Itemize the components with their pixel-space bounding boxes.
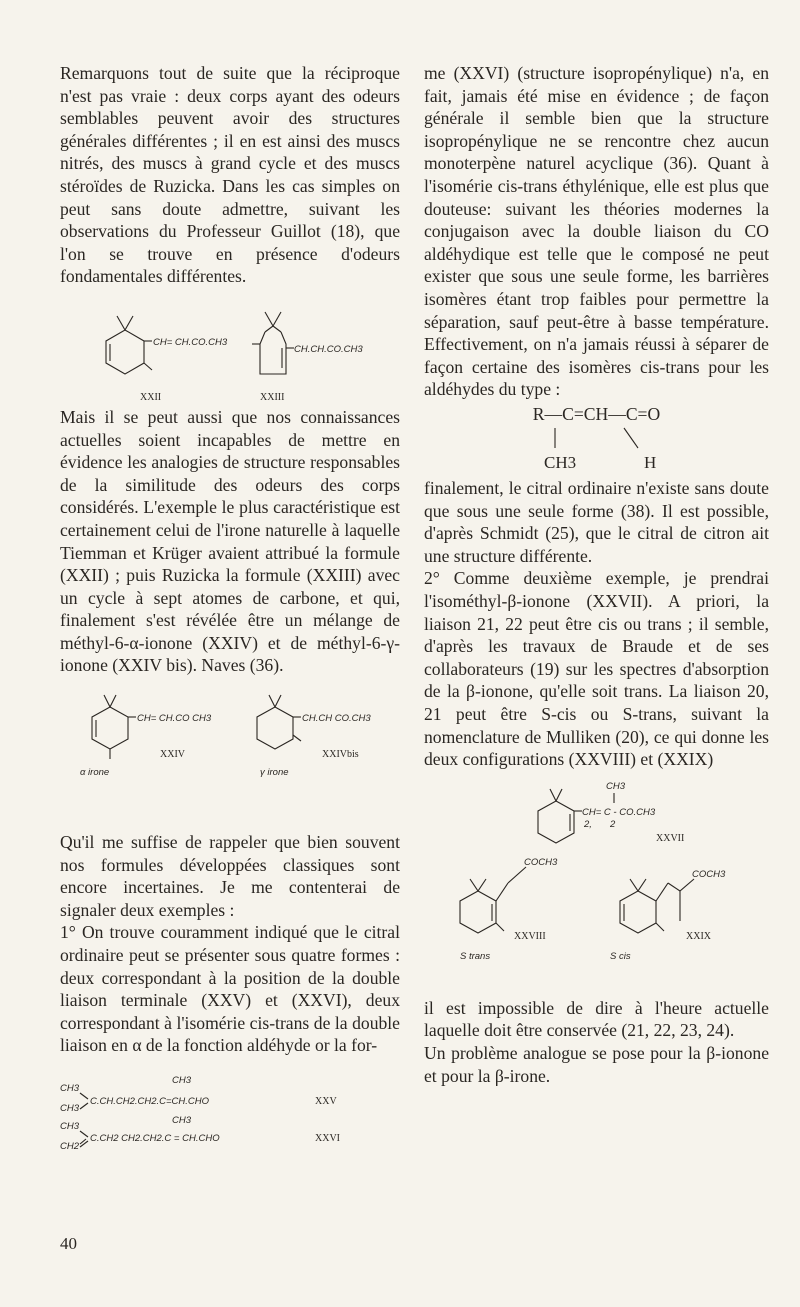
right-paragraph-4: il est impossible de dire à l'heure actuelle laquelle doit être conservée (21, 22, 23, 24). [424,997,769,1041]
citral-xxv-chain: C.CH.CH2.CH2.C=CH.CHO [90,1096,210,1107]
left-paragraph-3: Qu'il me suffise de rappeler que bien souvent nos formules développées classiques sont encore incertaines. Je me contenterai de signaler deux exemples : [60,832,400,920]
structures-citral [60,1071,400,1151]
structures-xxii-xxiii [60,288,400,406]
xxviii-coch3: COCH3 [524,856,558,868]
label-xxix: XXIX [686,930,711,942]
citral-xxvi-ch3-branch: CH3 [172,1115,192,1126]
left-column [60,62,400,1151]
aldehyde-formula [424,403,769,477]
label-xxvi: XXVI [315,1133,340,1144]
right-column [424,62,769,1087]
ring-xxivbis [257,707,293,749]
name-alpha-irone: α irone [80,767,110,779]
xxvii-pos-a: 2, [584,818,592,830]
left-paragraph-4: 1° On trouve couramment indiqué que le citral ordinaire peut se présenter sous quatre formes : deux correspondant à la position de la double liaison terminale (XXV) et (XXVI), deux correspondant à l'isomérie cis-trans de la double liaison en α de la fonction aldéhyde or la for- [60,922,400,1056]
structures-xxvii-xxix [424,771,769,997]
figure-citral [60,1071,400,1151]
aldehyde-formula-main: R—C=CH—C=O [532,403,661,424]
chain-xxiv: CH= CH.CO CH3 [137,713,212,725]
xxvii-ch3: CH3 [606,780,626,792]
citral-xxvi-ch3-top: CH3 [60,1121,80,1132]
label-xxv: XXV [315,1096,337,1107]
xxvii-chain: CH= C - CO.CH3 [582,806,656,818]
label-xxiii: XXIII [260,391,285,403]
name-s-cis: S cis [610,950,631,962]
label-xxviii: XXVIII [514,930,546,942]
ring-xxviii [460,891,496,933]
label-xxiv: XXIV [160,749,185,761]
name-gamma-irone: γ irone [260,767,289,779]
figure-xxii-xxiii [60,288,400,406]
formula-h: H [644,452,657,472]
citral-xxv-ch3-branch: CH3 [172,1075,192,1086]
figure-xxvii-xxix [424,771,769,997]
right-paragraph-1: me (XXVI) (structure isopropénylique) n'a, en fait, jamais été mise en évidence ; de façon générale il semble bien que la structure isopropénylique ne se rencontre chez aucun monoterpène naturel acyclique (36). Quant à l'isomérie cis-trans éthylénique, elle est plus que douteuse: suivant les théories modernes la conjugaison avec la double liaison du CO aldéhydique est telle que le composé ne peut exister que sous une seule forme, les barrières isomères étant trop faibles pour permettre la séparation, sauf peut-être à basse température. Effectivement, on n'a jamais réussi à séparer de façon certaine des isomères cis-trans pour les aldéhydes du type : [424,63,769,400]
left-paragraph-1: Remarquons tout de suite que la réciproque n'est pas vraie : deux corps ayant des odeurs semblables peuvent avoir des structures générales différentes ; il en est ainsi des muscs nitrés, des muscs à grand cycle et des muscs stéroïdes de Ruzicka. Dans les cas simples on peut sans doute admettre, suivant les observations du Professeur Guillot (18), que l'on se trouve en présence d'odeurs fondamentales différentes. [60,63,400,287]
chain-xxivbis: CH.CH CO.CH3 [302,713,371,725]
left-paragraph-2: Mais il se peut aussi que nos connaissances actuelles soient incapables de mettre en évidence les analogies de structure responsables de la similitude des odeurs des corps considérés. L'exemple le plus caractéristique est certainement celui de l'irone naturelle à laquelle Tiemman et Krüger avaient attribué la formule (XXII) ; puis Ruzicka la formule (XXIII) avec un cycle à sept atomes de carbone, et qui, finalement s'est révélée être un mélange de méthyl-6-α-ionone (XXIV) et de méthyl-6-γ-ionone (XXIV bis). Naves (36). [60,406,400,676]
page-number: 40 [60,1234,77,1253]
label-xxvii: XXVII [656,832,685,844]
ring-xxvii [538,801,574,843]
right-paragraph-3: 2° Comme deuxième exemple, je prendrai l'isométhyl-β-ionone (XXVII). A priori, la liaison 21, 22 peut être cis ou trans ; il semble, d'après les travaux de Braude et de ses collaborateurs (19) sur les spectres d'absorption de la β-ionone, qu'elle soit trans. La liaison 20, 21 peut être S-cis ou S-trans, suivant la nomenclature de Mulliken (20), ce qui donne les deux configurations (XXVIII) et (XXIX) [424,568,769,770]
figure-xxiv [60,677,400,801]
ring-xxii [106,330,144,374]
xxix-coch3: COCH3 [692,868,726,880]
label-xxii: XXII [140,391,162,403]
name-s-trans: S trans [460,950,491,962]
citral-xxvi-ch2-bottom: CH2 [60,1141,80,1151]
xxvii-pos-b: 2 [610,818,616,830]
structures-xxiv [60,677,400,801]
right-paragraph-2: finalement, le citral ordinaire n'existe sans doute que sous une seule forme (38). Il est possible, d'après Schmidt (25), que le citral de citron ait une structure différente. [424,478,769,566]
citral-xxv-ch3-top: CH3 [60,1083,80,1094]
citral-xxv-ch3-bottom: CH3 [60,1103,80,1114]
citral-xxvi-chain: C.CH2 CH2.CH2.C = CH.CHO [90,1133,220,1144]
right-paragraph-5: Un problème analogue se pose pour la β-ionone et pour la β-irone. [424,1043,769,1086]
aldehyde-formula-branches [424,426,769,472]
ring-xxiv [92,707,128,749]
ring-xxix [620,891,656,933]
formula-ch3: CH3 [544,452,577,472]
chain-xxiii: CH.CH.CO.CH3 [294,343,363,355]
chain-xxii: CH= CH.CO.CH3 [153,336,228,348]
label-xxivbis: XXIVbis [322,749,359,761]
